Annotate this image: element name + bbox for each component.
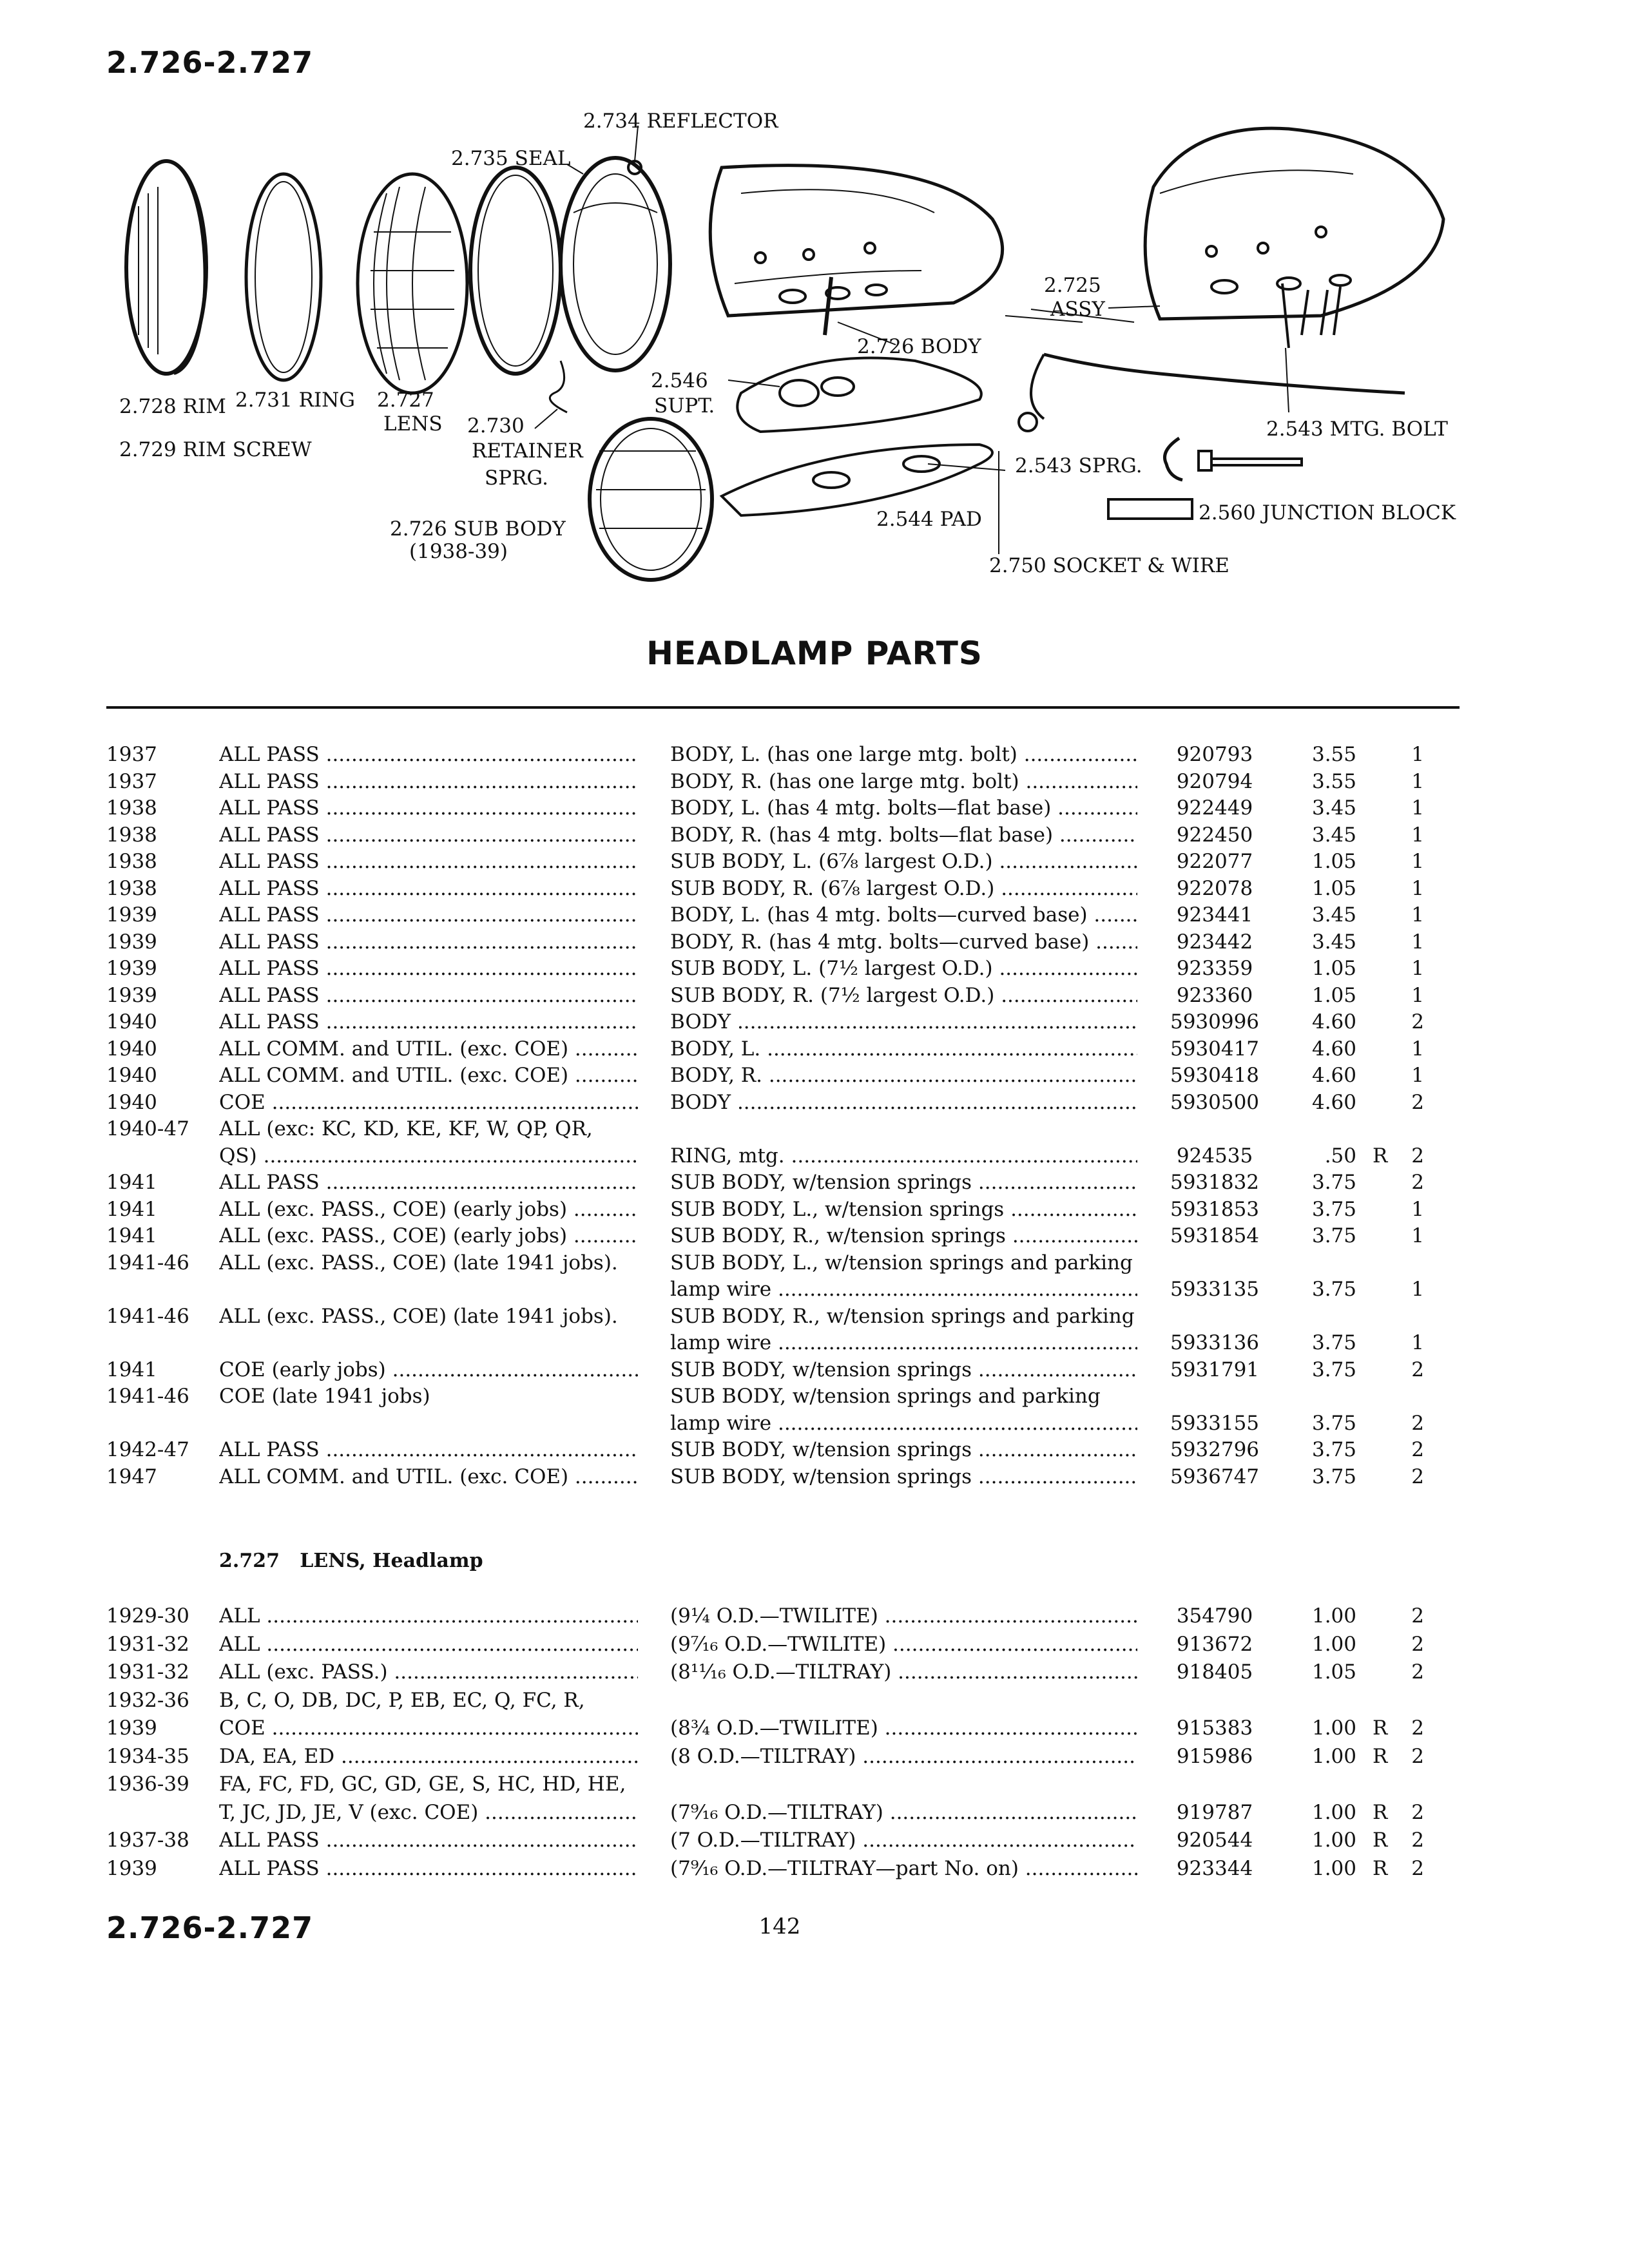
row-quantity: 2 [1411, 1090, 1424, 1114]
row-year: 1940 [106, 1037, 157, 1061]
row-year: 1940-47 [106, 1117, 189, 1140]
row-flag: R [1373, 1856, 1388, 1880]
row-description: SUB BODY, R., w/tension springs ..... [670, 1222, 1137, 1249]
ring-drawing [246, 174, 321, 380]
row-model: ALL PASS ..... [219, 741, 638, 768]
row-description: SUB BODY, R. (6⅞ largest O.D.) ..... [670, 875, 1137, 902]
row-quantity: 2 [1411, 1800, 1424, 1824]
row-year: 1937 [106, 769, 157, 793]
table-row [0, 1410, 1629, 1437]
row-description: lamp wire ..... [670, 1276, 1137, 1303]
row-price: 3.45 [1311, 823, 1356, 847]
row-year: 1941 [106, 1224, 157, 1247]
table-row [0, 1799, 1629, 1826]
row-part-number: 922077 [1176, 850, 1253, 873]
table-row [0, 1196, 1629, 1223]
row-price: 1.05 [1311, 876, 1356, 900]
row-part-number: 5932796 [1170, 1438, 1260, 1461]
row-model: DA, EA, ED ..... [219, 1743, 638, 1770]
row-quantity: 1 [1411, 903, 1424, 927]
row-price: 1.00 [1311, 1856, 1356, 1880]
row-year: 1940 [106, 1090, 157, 1114]
row-model: COE ..... [219, 1715, 638, 1742]
row-quantity: 2 [1411, 1358, 1424, 1381]
row-description: (9⁷⁄₁₆ O.D.—TWILITE) ..... [670, 1631, 1137, 1658]
callout-retainer: RETAINER [472, 439, 583, 463]
row-quantity: 1 [1411, 823, 1424, 847]
row-part-number: 920794 [1176, 769, 1253, 793]
callout-mtg-spring: 2.543 SPRG. [1015, 454, 1142, 477]
row-description: BODY ..... [670, 1008, 1137, 1035]
row-part-number: 924535 [1176, 1144, 1253, 1168]
row-price: 3.75 [1311, 1411, 1356, 1435]
row-price: 3.45 [1311, 796, 1356, 820]
callout-reflector: 2.734 REFLECTOR [583, 110, 778, 133]
row-model: ALL PASS ..... [219, 768, 638, 795]
row-year: 1947 [106, 1465, 157, 1488]
seal-drawing [470, 168, 561, 374]
row-model: COE (late 1941 jobs) [219, 1385, 430, 1408]
row-flag: R [1373, 1800, 1388, 1824]
table-row [0, 1771, 1629, 1798]
table-row [0, 1855, 1629, 1882]
row-model: ALL PASS ..... [219, 1855, 638, 1882]
reflector-drawing [561, 158, 670, 370]
row-quantity: 1 [1411, 796, 1424, 820]
row-model: ALL (exc: KC, KD, KE, KF, W, QP, QR, [219, 1117, 593, 1140]
row-quantity: 1 [1411, 1037, 1424, 1061]
table-row [0, 1329, 1629, 1356]
row-quantity: 2 [1411, 1632, 1424, 1656]
row-description: SUB BODY, w/tension springs ..... [670, 1463, 1137, 1490]
callout-body: 2.726 BODY [857, 335, 981, 358]
row-year: 1941 [106, 1197, 157, 1221]
row-price: 3.75 [1311, 1465, 1356, 1488]
row-price: 3.75 [1311, 1197, 1356, 1221]
row-part-number: 913672 [1176, 1632, 1253, 1656]
heading-rule [106, 706, 1460, 709]
row-price: 3.55 [1311, 743, 1356, 766]
row-part-number: 922078 [1176, 876, 1253, 900]
row-part-number: 920793 [1176, 743, 1253, 766]
row-part-number: 5931854 [1170, 1224, 1260, 1247]
row-price: 4.60 [1311, 1064, 1356, 1087]
table-row [0, 1089, 1629, 1116]
row-quantity: 1 [1411, 850, 1424, 873]
row-part-number: 5936747 [1170, 1465, 1260, 1488]
row-description: SUB BODY, L. (7½ largest O.D.) ..... [670, 955, 1137, 982]
row-part-number: 919787 [1176, 1800, 1253, 1824]
row-price: 1.00 [1311, 1604, 1356, 1628]
table-row [0, 1222, 1629, 1249]
row-flag: R [1373, 1829, 1388, 1852]
row-price: 1.00 [1311, 1800, 1356, 1824]
row-model: ALL PASS ..... [219, 1169, 638, 1196]
row-part-number: 915986 [1176, 1744, 1253, 1768]
row-model: ALL (exc. PASS., COE) (late 1941 jobs). [219, 1251, 618, 1274]
callout-mtg-bolt: 2.543 MTG. BOLT [1266, 418, 1448, 441]
row-description: lamp wire ..... [670, 1329, 1137, 1356]
row-price: 3.75 [1311, 1224, 1356, 1247]
table-row [0, 1463, 1629, 1490]
row-year: 1939 [106, 903, 157, 927]
table-row [0, 741, 1629, 768]
table-row [0, 848, 1629, 875]
row-year: 1937 [106, 743, 157, 766]
row-part-number: 5930996 [1170, 1010, 1260, 1033]
row-price: 1.00 [1311, 1829, 1356, 1852]
row-part-number: 923441 [1176, 903, 1253, 927]
row-year: 1931-32 [106, 1632, 189, 1656]
row-model: ALL PASS ..... [219, 928, 638, 956]
callout-pad: 2.544 PAD [876, 508, 982, 531]
row-description: SUB BODY, w/tension springs ..... [670, 1436, 1137, 1463]
row-description: BODY, R. (has 4 mtg. bolts—curved base) ..... [670, 928, 1137, 956]
table-row [0, 1658, 1629, 1686]
row-year: 1941 [106, 1358, 157, 1381]
table-row [0, 1142, 1629, 1169]
row-model: FA, FC, FD, GC, GD, GE, S, HC, HD, HE, [219, 1773, 626, 1796]
callout-lens-number: 2.727 [377, 389, 434, 412]
row-price: 1.05 [1311, 1660, 1356, 1684]
table-row [0, 1303, 1629, 1330]
row-price: 1.05 [1311, 957, 1356, 980]
callout-rim-screw: 2.729 RIM SCREW [119, 438, 312, 461]
row-year: 1938 [106, 823, 157, 847]
table-row [0, 794, 1629, 822]
callout-lens: LENS [383, 412, 443, 436]
callout-support-number: 2.546 [651, 369, 708, 392]
row-model: T, JC, JD, JE, V (exc. COE) ..... [219, 1799, 638, 1826]
row-year: 1940 [106, 1064, 157, 1087]
row-description: BODY, R. (has one large mtg. bolt) ..... [670, 768, 1137, 795]
row-model: COE (early jobs) ..... [219, 1356, 638, 1383]
row-part-number: 5931832 [1170, 1171, 1260, 1194]
row-price: 3.75 [1311, 1278, 1356, 1301]
row-year: 1940 [106, 1010, 157, 1033]
lens-section-number: 2.727 [219, 1550, 280, 1572]
table-row [0, 875, 1629, 902]
row-model: ALL (exc. PASS., COE) (late 1941 jobs). [219, 1304, 618, 1328]
lens-drawing [358, 174, 467, 393]
page-heading: HEADLAMP PARTS [646, 635, 983, 672]
callout-rim: 2.728 RIM [119, 395, 226, 418]
row-description: BODY ..... [670, 1089, 1137, 1116]
row-year: 1936-39 [106, 1773, 189, 1796]
row-part-number: 5933136 [1170, 1331, 1260, 1354]
row-price: 1.00 [1311, 1716, 1356, 1740]
row-description: (8 O.D.—TILTRAY) ..... [670, 1743, 1137, 1770]
row-quantity: 2 [1411, 1829, 1424, 1852]
table-row [0, 1687, 1629, 1714]
callout-sub-body: 2.726 SUB BODY [390, 517, 566, 541]
table-row [0, 1827, 1629, 1854]
junction-block-drawing [1108, 499, 1192, 519]
row-quantity: 2 [1411, 1171, 1424, 1194]
row-year: 1941-46 [106, 1385, 189, 1408]
row-quantity: 1 [1411, 957, 1424, 980]
mounting-bolt-drawing [1199, 451, 1302, 470]
table-row [0, 1715, 1629, 1742]
row-model: ALL (exc. PASS., COE) (early jobs) ..... [219, 1196, 638, 1223]
table-row [0, 768, 1629, 795]
row-part-number: 922449 [1176, 796, 1253, 820]
table-row [0, 901, 1629, 928]
row-quantity: 2 [1411, 1465, 1424, 1488]
row-quantity: 2 [1411, 1144, 1424, 1168]
row-year: 1939 [106, 1856, 157, 1880]
row-price: 3.75 [1311, 1171, 1356, 1194]
row-part-number: 923344 [1176, 1856, 1253, 1880]
body-drawing-left [710, 166, 1002, 335]
row-year: 1941-46 [106, 1251, 189, 1274]
row-quantity: 2 [1411, 1856, 1424, 1880]
row-part-number: 5930418 [1170, 1064, 1260, 1087]
row-part-number: 5933155 [1170, 1411, 1260, 1435]
row-year: 1938 [106, 796, 157, 820]
row-model: ALL (exc. PASS., COE) (early jobs) ..... [219, 1222, 638, 1249]
row-part-number: 5931853 [1170, 1197, 1260, 1221]
lens-section-heading [219, 1550, 483, 1572]
table-row [0, 1436, 1629, 1463]
table-row [0, 1035, 1629, 1062]
row-model: ALL COMM. and UTIL. (exc. COE) ..... [219, 1035, 638, 1062]
support-drawing [737, 358, 981, 432]
row-quantity: 1 [1411, 1064, 1424, 1087]
row-part-number: 5931791 [1170, 1358, 1260, 1381]
table-row [0, 1276, 1629, 1303]
row-part-number: 5933135 [1170, 1278, 1260, 1301]
row-price: 1.00 [1311, 1632, 1356, 1656]
row-model: B, C, O, DB, DC, P, EB, EC, Q, FC, R, [219, 1688, 585, 1712]
table-row [0, 822, 1629, 849]
row-description: SUB BODY, L., w/tension springs and parking [670, 1251, 1133, 1274]
row-description: BODY, L. (has one large mtg. bolt) ..... [670, 741, 1137, 768]
row-year: 1929-30 [106, 1604, 189, 1628]
table-row [0, 1356, 1629, 1383]
row-price: 4.60 [1311, 1037, 1356, 1061]
row-flag: R [1373, 1144, 1388, 1168]
row-quantity: 1 [1411, 1197, 1424, 1221]
pad-drawing [722, 445, 992, 515]
table-row [0, 1115, 1629, 1142]
row-flag: R [1373, 1716, 1388, 1740]
row-description: (8¾ O.D.—TWILITE) ..... [670, 1715, 1137, 1742]
row-model: ALL COMM. and UTIL. (exc. COE) ..... [219, 1062, 638, 1089]
row-description: SUB BODY, w/tension springs ..... [670, 1169, 1137, 1196]
row-price: 3.45 [1311, 930, 1356, 954]
row-model: ALL PASS ..... [219, 1436, 638, 1463]
row-year: 1932-36 [106, 1688, 189, 1712]
row-price: 4.60 [1311, 1010, 1356, 1033]
row-model: QS) ..... [219, 1142, 638, 1169]
row-description: BODY, L. (has 4 mtg. bolts—flat base) ..... [670, 794, 1137, 822]
body-drawing-right [1145, 128, 1443, 348]
row-price: .50 [1324, 1144, 1356, 1168]
row-price: 3.75 [1311, 1331, 1356, 1354]
table-row [0, 1169, 1629, 1196]
mounting-spring-drawing [1165, 438, 1183, 480]
table-row [0, 1743, 1629, 1770]
row-year: 1939 [106, 1716, 157, 1740]
row-part-number: 918405 [1176, 1660, 1253, 1684]
row-flag: R [1373, 1744, 1388, 1768]
table-row [0, 928, 1629, 956]
row-model: ALL PASS ..... [219, 794, 638, 822]
row-quantity: 1 [1411, 1224, 1424, 1247]
row-description: BODY, R. ..... [670, 1062, 1137, 1089]
row-model: ALL PASS ..... [219, 901, 638, 928]
row-quantity: 1 [1411, 743, 1424, 766]
callout-seal: 2.735 SEAL [451, 147, 571, 170]
callout-sub-body-years: (1938-39) [409, 540, 508, 563]
row-year: 1938 [106, 850, 157, 873]
row-description: SUB BODY, w/tension springs and parking [670, 1385, 1101, 1408]
row-part-number: 920544 [1176, 1829, 1253, 1852]
row-quantity: 2 [1411, 1411, 1424, 1435]
row-part-number: 354790 [1176, 1604, 1253, 1628]
row-part-number: 5930500 [1170, 1090, 1260, 1114]
row-description: (7⁹⁄₁₆ O.D.—TILTRAY) ..... [670, 1799, 1137, 1826]
row-year: 1931-32 [106, 1660, 189, 1684]
row-description: RING, mtg. ..... [670, 1142, 1137, 1169]
row-part-number: 5930417 [1170, 1037, 1260, 1061]
row-model: ALL PASS ..... [219, 822, 638, 849]
row-part-number: 915383 [1176, 1716, 1253, 1740]
section-number-bottom: 2.726-2.727 [106, 1910, 314, 1945]
row-quantity: 2 [1411, 1604, 1424, 1628]
callout-junction-block: 2.560 JUNCTION BLOCK [1199, 501, 1456, 524]
callout-assy-number: 2.725 [1044, 274, 1101, 297]
row-quantity: 1 [1411, 983, 1424, 1007]
row-price: 1.00 [1311, 1744, 1356, 1768]
row-quantity: 1 [1411, 1278, 1424, 1301]
row-quantity: 2 [1411, 1660, 1424, 1684]
row-part-number: 923359 [1176, 957, 1253, 980]
wiring-harness-drawing [1044, 354, 1405, 393]
row-part-number: 923442 [1176, 930, 1253, 954]
row-price: 4.60 [1311, 1090, 1356, 1114]
row-description: (7 O.D.—TILTRAY) ..... [670, 1827, 1137, 1854]
row-quantity: 1 [1411, 930, 1424, 954]
row-price: 1.05 [1311, 850, 1356, 873]
callout-assy: ASSY [1050, 298, 1105, 321]
row-description: SUB BODY, R., w/tension springs and parking [670, 1304, 1135, 1328]
callout-retainer-number: 2.730 [467, 414, 525, 437]
table-row [0, 1249, 1629, 1276]
row-year: 1934-35 [106, 1744, 189, 1768]
row-model: ALL PASS ..... [219, 955, 638, 982]
row-description: BODY, R. (has 4 mtg. bolts—flat base) ..... [670, 822, 1137, 849]
row-quantity: 1 [1411, 1331, 1424, 1354]
row-model: ALL ..... [219, 1631, 638, 1658]
row-year: 1942-47 [106, 1438, 189, 1461]
retainer-spring-drawing [550, 361, 567, 412]
lens-section-title: LENS, Headlamp [300, 1550, 483, 1572]
table-row [0, 982, 1629, 1009]
socket-drawing [1019, 413, 1037, 431]
row-description: lamp wire ..... [670, 1410, 1137, 1437]
row-model: ALL PASS ..... [219, 1827, 638, 1854]
row-model: ALL (exc. PASS.) ..... [219, 1658, 638, 1686]
row-year: 1941 [106, 1171, 157, 1194]
row-model: ALL ..... [219, 1602, 638, 1629]
row-year: 1939 [106, 983, 157, 1007]
row-model: ALL PASS ..... [219, 875, 638, 902]
row-part-number: 922450 [1176, 823, 1253, 847]
row-description: BODY, L. (has 4 mtg. bolts—curved base) ..... [670, 901, 1137, 928]
table-row [0, 955, 1629, 982]
row-quantity: 1 [1411, 769, 1424, 793]
row-price: 1.05 [1311, 983, 1356, 1007]
table-row [0, 1631, 1629, 1658]
row-description: SUB BODY, R. (7½ largest O.D.) ..... [670, 982, 1137, 1009]
row-model: COE ..... [219, 1089, 638, 1116]
row-price: 3.75 [1311, 1438, 1356, 1461]
row-description: SUB BODY, L., w/tension springs ..... [670, 1196, 1137, 1223]
row-year: 1939 [106, 957, 157, 980]
row-quantity: 1 [1411, 876, 1424, 900]
table-row [0, 1062, 1629, 1089]
row-description: (9¼ O.D.—TWILITE) ..... [670, 1602, 1137, 1629]
row-description: BODY, L. ..... [670, 1035, 1137, 1062]
row-model: ALL PASS ..... [219, 1008, 638, 1035]
row-year: 1939 [106, 930, 157, 954]
callout-retainer-sprg: SPRG. [485, 466, 548, 490]
row-price: 3.45 [1311, 903, 1356, 927]
row-quantity: 2 [1411, 1744, 1424, 1768]
table-row [0, 1383, 1629, 1410]
callout-ring: 2.731 RING [235, 389, 356, 412]
row-year: 1941-46 [106, 1304, 189, 1328]
row-description: SUB BODY, w/tension springs ..... [670, 1356, 1137, 1383]
row-quantity: 2 [1411, 1438, 1424, 1461]
row-description: (8¹¹⁄₁₆ O.D.—TILTRAY) ..... [670, 1658, 1137, 1686]
row-price: 3.75 [1311, 1358, 1356, 1381]
section-number-top: 2.726-2.727 [106, 45, 314, 80]
row-description: (7⁹⁄₁₆ O.D.—TILTRAY—part No. on) ..... [670, 1855, 1137, 1882]
row-quantity: 2 [1411, 1010, 1424, 1033]
row-year: 1938 [106, 876, 157, 900]
row-model: ALL PASS ..... [219, 848, 638, 875]
row-part-number: 923360 [1176, 983, 1253, 1007]
sub-body-drawing [590, 419, 712, 580]
row-quantity: 2 [1411, 1716, 1424, 1740]
callout-support: SUPT. [654, 394, 715, 418]
page-number: 142 [758, 1914, 801, 1939]
callout-socket-wire: 2.750 SOCKET & WIRE [989, 554, 1229, 577]
table-row [0, 1602, 1629, 1629]
row-model: ALL PASS ..... [219, 982, 638, 1009]
rim-drawing [126, 161, 206, 374]
row-model: ALL COMM. and UTIL. (exc. COE) ..... [219, 1463, 638, 1490]
row-description: SUB BODY, L. (6⅞ largest O.D.) ..... [670, 848, 1137, 875]
table-row [0, 1008, 1629, 1035]
row-price: 3.55 [1311, 769, 1356, 793]
row-year: 1937-38 [106, 1829, 189, 1852]
